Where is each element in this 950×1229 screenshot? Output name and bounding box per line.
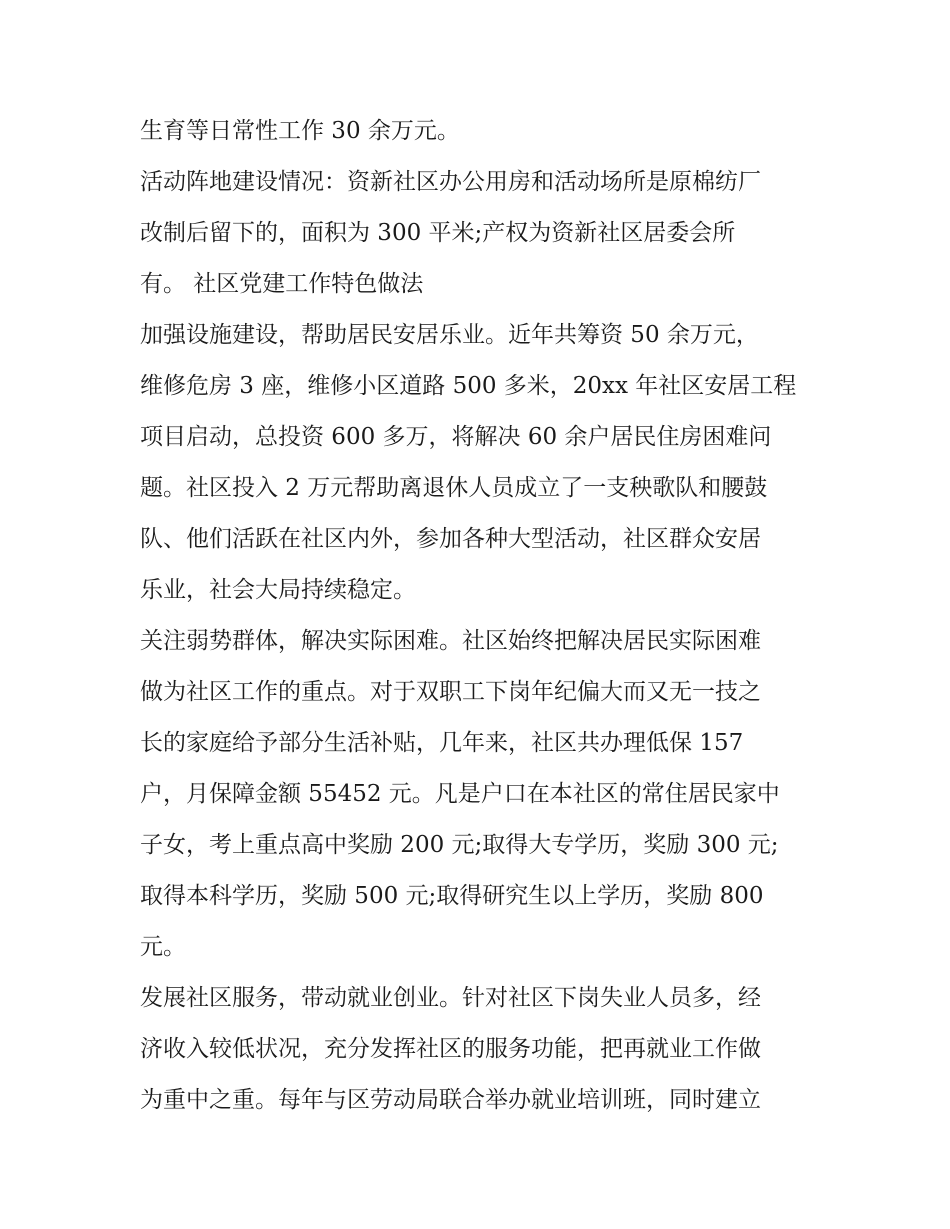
- text-line: 活动阵地建设情况：资新社区办公用房和活动场所是原棉纺厂: [140, 169, 761, 195]
- text-line: 题。社区投入 2 万元帮助离退休人员成立了一支秧歌队和腰鼓: [140, 475, 768, 501]
- text-line: 项目启动，总投资 600 多万，将解决 60 余户居民住房困难问: [140, 424, 772, 450]
- text-line: 子女，考上重点高中奖励 200 元;取得大专学历，奖励 300 元;: [140, 832, 779, 858]
- text-line: 改制后留下的，面积为 300 平米;产权为资新社区居委会所: [140, 220, 736, 246]
- text-line: 为重中之重。每年与区劳动局联合举办就业培训班，同时建立: [140, 1087, 761, 1113]
- text-line: 户，月保障金额 55452 元。凡是户口在本社区的常住居民家中: [140, 781, 780, 807]
- body-text: [140, 106, 830, 1126]
- text-line: 生育等日常性工作 30 余万元。: [140, 118, 460, 144]
- text-line: 做为社区工作的重点。对于双职工下岗年纪偏大而又无一技之: [140, 679, 761, 705]
- text-line: 维修危房 3 座，维修小区道路 500 多米，20xx 年社区安居工程: [140, 373, 797, 399]
- text-line: 济收入较低状况，充分发挥社区的服务功能，把再就业工作做: [140, 1036, 761, 1062]
- text-line: 有。 社区党建工作特色做法: [140, 271, 424, 297]
- text-line: 元。: [140, 934, 186, 960]
- text-line: 加强设施建设，帮助居民安居乐业。近年共筹资 50 余万元，: [140, 322, 759, 348]
- text-line: 关注弱势群体，解决实际困难。社区始终把解决居民实际困难: [140, 628, 761, 654]
- text-line: 取得本科学历，奖励 500 元;取得研究生以上学历，奖励 800: [140, 883, 764, 909]
- text-line: 队、他们活跃在社区内外，参加各种大型活动，社区群众安居: [140, 526, 761, 552]
- text-line: 长的家庭给予部分生活补贴，几年来，社区共办理低保 157: [140, 730, 744, 756]
- text-line: 发展社区服务，带动就业创业。针对社区下岗失业人员多，经: [140, 985, 761, 1011]
- text-line: 乐业，社会大局持续稳定。: [140, 577, 416, 603]
